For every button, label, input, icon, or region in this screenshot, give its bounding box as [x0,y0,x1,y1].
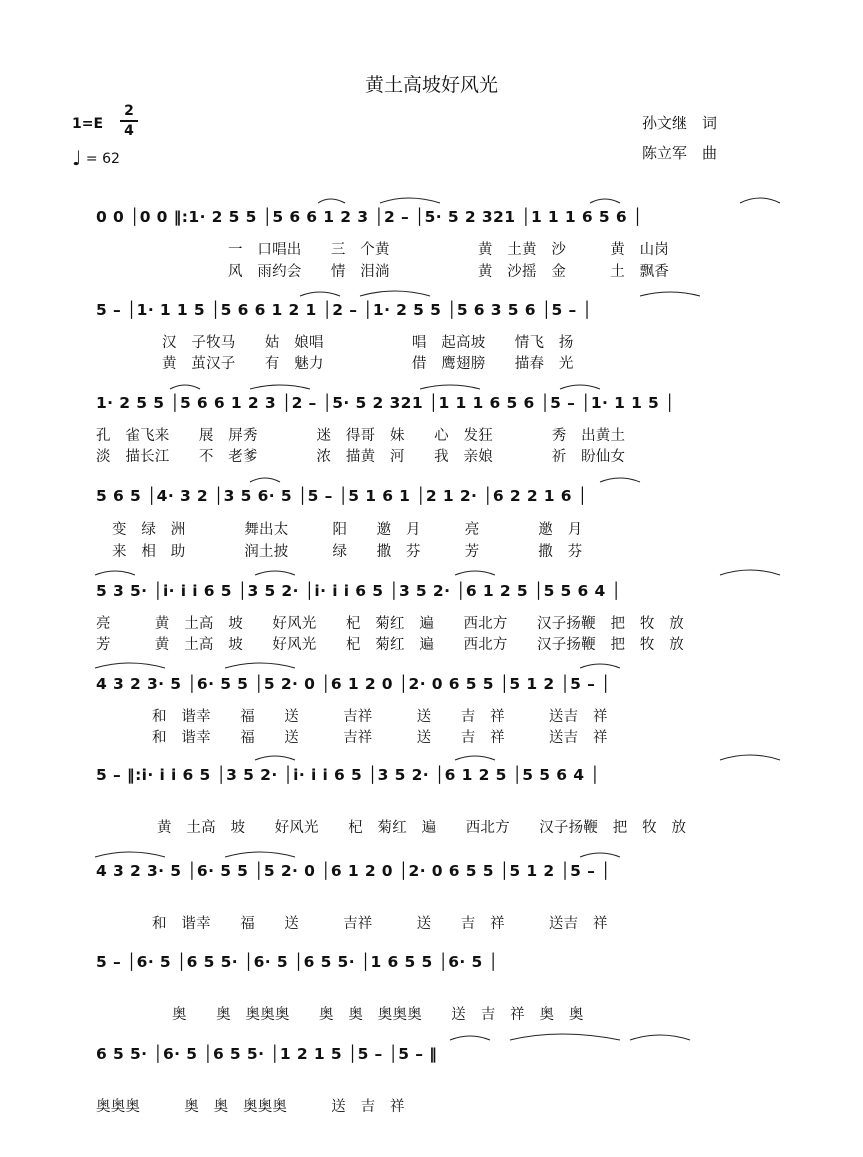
system-2-lyric-2: 黄 茧汉子 有 魅力 借 鹰翅膀 描春 光 [162,356,574,372]
system-8-notes: 4 3 2 3· 5 │6· 5 5 │5 2· 0 │6 1 2 0 │2· 0 6 5 5 │5 1 2 │5 – │ [96,862,611,880]
system-3-lyric-2: 淡 描长江 不 老爹 浓 描黄 河 我 亲娘 祈 盼仙女 [96,449,626,465]
quarter-note-icon: ♩ [72,146,82,170]
system-2-lyric-1: 汉 子牧马 姑 娘唱 唱 起高坡 情飞 扬 [162,335,574,351]
system-5-lyric-2: 芳 黄 土高 坡 好风光 杞 菊红 遍 西北方 汉子扬鞭 把 牧 放 [96,637,684,653]
key-signature: 1=E [72,116,104,132]
time-signature [120,103,138,139]
time-signature-bar [120,120,138,122]
time-signature-bottom: 4 [124,123,134,139]
song-title: 黄土高坡好风光 [364,74,498,96]
system-6-lyric-1: 和 谐幸 福 送 吉祥 送 吉 祥 送吉 祥 [152,709,608,725]
system-8-lyric-1: 和 谐幸 福 送 吉祥 送 吉 祥 送吉 祥 [152,916,608,932]
system-5-notes: 5 3 5· │i· i i 6 5 │3 5 2· │i· i i 6 5 │3 5 2· │6 1 2 5 │5 5 6 4 │ [96,582,622,600]
tempo-value: = 62 [85,151,120,167]
composer-credit: 陈立军 曲 [642,144,718,162]
system-10-notes: 6 5 5· │6· 5 │6 5 5· │1 2 1 5 │5 – │5 – ‖ [96,1045,438,1063]
system-1-lyric-1: 一 口唱出 三 个黄 黄 土黄 沙 黄 山岗 [228,242,669,258]
system-10-lyric-1: 奥奥奥 奥 奥 奥奥奥 送 吉 祥 [96,1099,405,1115]
lyricist-credit: 孙文继 词 [642,114,718,132]
system-9-lyric-1: 奥 奥 奥奥奥 奥 奥 奥奥奥 送 吉 祥 奥 奥 [172,1007,584,1023]
system-4-lyric-2: 来 相 助 润土披 绿 撒 芬 芳 撒 芬 [112,544,583,560]
system-4-lyric-1: 变 绿 洲 舞出太 阳 邀 月 亮 邀 月 [112,522,583,538]
system-6-lyric-2: 和 谐幸 福 送 吉祥 送 吉 祥 送吉 祥 [152,730,608,746]
system-7-lyric-1: 黄 土高 坡 好风光 杞 菊红 遍 西北方 汉子扬鞭 把 牧 放 [157,820,687,836]
system-2-notes: 5 – │1· 1 1 5 │5 6 6 1 2 1 │2 – │1· 2 5 5 │5 6 3 5 6 │5 – │ [96,301,593,319]
system-9-notes: 5 – │6· 5 │6 5 5· │6· 5 │6 5 5· │1 6 5 5 │6· 5 │ [96,953,499,971]
system-1-notes: 0 0 │0 0 ‖:1· 2 5 5 │5 6 6 1 2 3 │2 – │5· 5 2 321 │1 1 1 6 5 6 │ [96,208,643,226]
system-5-lyric-1: 亮 黄 土高 坡 好风光 杞 菊红 遍 西北方 汉子扬鞭 把 牧 放 [96,616,684,632]
system-1-lyric-2: 风 雨约会 情 泪淌 黄 沙摇 金 土 飘香 [228,264,669,280]
time-signature-top: 2 [124,103,134,119]
system-3-notes: 1· 2 5 5 │5 6 6 1 2 3 │2 – │5· 5 2 321 │1 1 1 6 5 6 │5 – │1· 1 1 5 │ [96,394,675,412]
system-7-notes: 5 – ‖:i· i i 6 5 │3 5 2· │i· i i 6 5 │3 5 2· │6 1 2 5 │5 5 6 4 │ [96,766,600,784]
system-6-notes: 4 3 2 3· 5 │6· 5 5 │5 2· 0 │6 1 2 0 │2· 0 6 5 5 │5 1 2 │5 – │ [96,675,611,693]
system-4-notes: 5 6 5 │4· 3 2 │3 5 6· 5 │5 – │5 1 6 1 │2 1 2· │6 2 2 1 6 │ [96,487,588,505]
system-3-lyric-1: 孔 雀飞来 展 屏秀 迷 得哥 妹 心 发狂 秀 出黄土 [96,428,626,444]
tempo-mark [72,146,120,170]
